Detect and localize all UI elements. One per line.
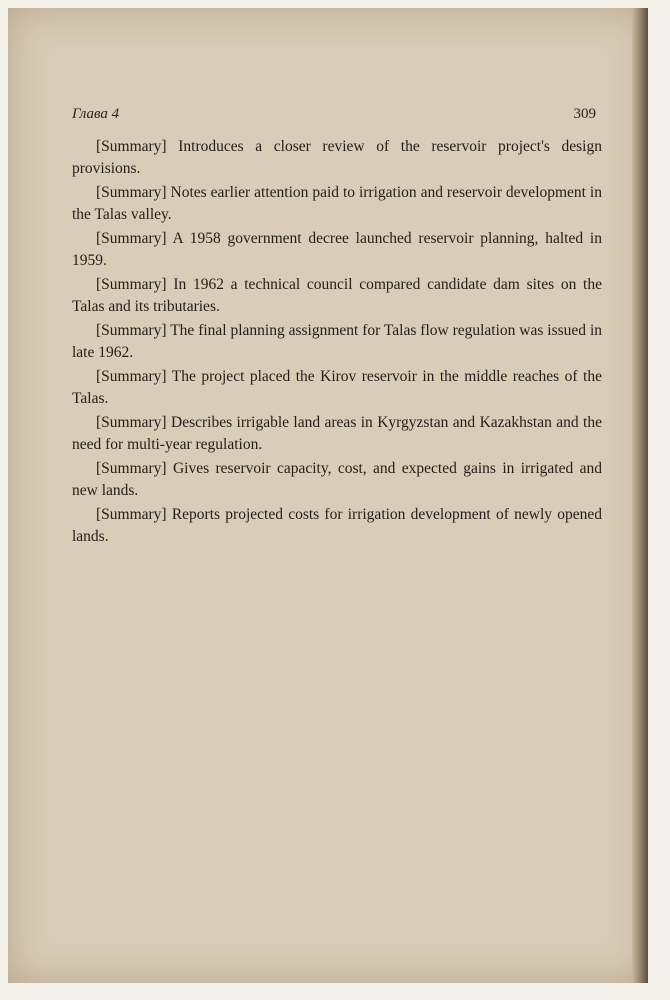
page-header xyxy=(72,106,596,123)
paragraph: [Summary] Describes irrigable land areas in Kyrgyzstan and Kazakhstan and the need for multi-year regulation. xyxy=(72,414,602,453)
paragraph: [Summary] In 1962 a technical council compared candidate dam sites on the Talas and its tributaries. xyxy=(72,276,602,315)
body-text xyxy=(72,136,602,550)
paragraph: [Summary] Introduces a closer review of the reservoir project's design provisions. xyxy=(72,138,602,177)
page-number: 309 xyxy=(573,106,596,122)
paragraph: [Summary] Gives reservoir capacity, cost, and expected gains in irrigated and new lands. xyxy=(72,460,602,499)
paragraph: [Summary] A 1958 government decree launched reservoir planning, halted in 1959. xyxy=(72,230,602,269)
paragraph: [Summary] Notes earlier attention paid to irrigation and reservoir development in the Talas valley. xyxy=(72,184,602,223)
paragraph: [Summary] The project placed the Kirov reservoir in the middle reaches of the Talas. xyxy=(72,368,602,407)
chapter-title: Глава 4 xyxy=(72,106,120,122)
book-page-scan xyxy=(8,8,648,983)
paragraph: [Summary] The final planning assignment for Talas flow regulation was issued in late 1962. xyxy=(72,322,602,361)
paragraph: [Summary] Reports projected costs for irrigation development of newly opened lands. xyxy=(72,506,602,545)
book-spine-shadow xyxy=(632,8,648,983)
